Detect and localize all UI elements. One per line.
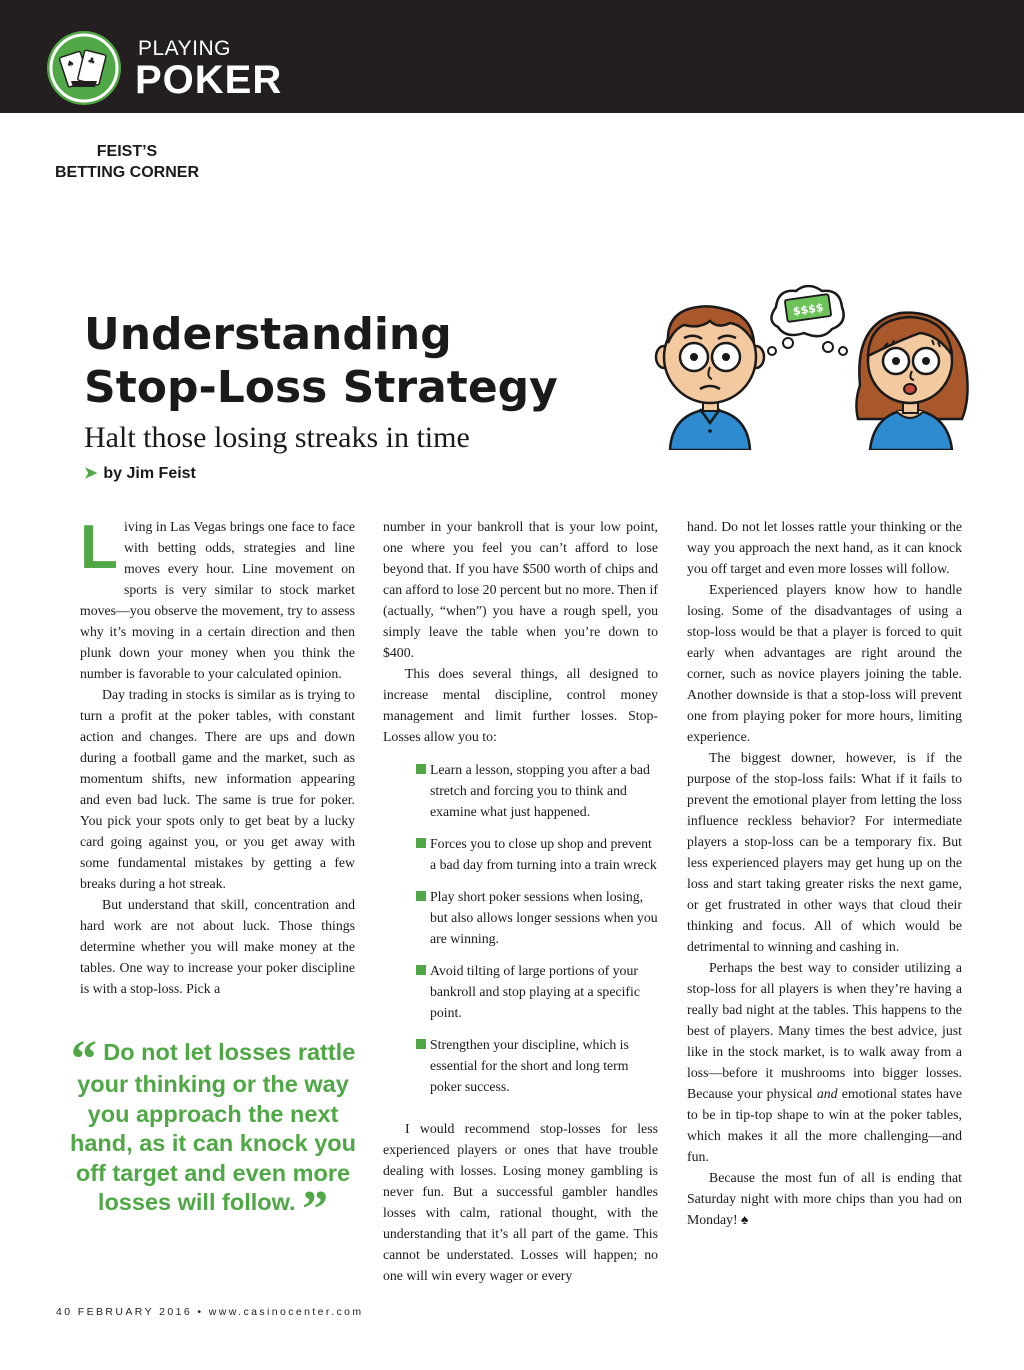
list-item [383,1034,658,1097]
list-item-text: Avoid tilting of large portions of your bankroll and stop playing at a specific point. [430,963,640,1020]
column-label [52,141,202,183]
money-thought-text: $$$$ [792,300,825,319]
list-item [383,886,658,949]
arrow-icon: ➤ [84,465,98,482]
paragraph: But understand that skill, concentration and hard work are not about luck. Those things determine whether you will make money at the tables. One way to increase your poker discipline is with a stop-loss. Pick a [80,897,355,996]
paragraph-text: Perhaps the best way to consider utilizing a stop-loss for all players is when they’re having a really bad night at the tables. This happens to the best of players. Many times the best advice, just like in the stock market, is to walk away from a loss—before it mushrooms into bigger losses. Because your physical [687,960,962,1101]
paragraph-text: Because the most fun of all is ending that Saturday night with more chips than you had on Monday! [687,1170,962,1227]
list-item-text: Learn a lesson, stopping you after a bad stretch and forcing you to think and examine what just happened. [430,762,650,819]
paragraph: This does several things, all designed to increase mental discipline, control money management and limit further losses. Stop-Losses allow you to: [383,666,658,744]
spade-end-mark-icon: ♠ [741,1212,749,1227]
svg-text:♣: ♣ [86,55,97,68]
article-column-1 [80,513,355,999]
byline-text: by Jim Feist [103,465,196,482]
paragraph: Day trading in stocks is similar as is trying to turn a profit at the poker tables, with constant action and changes. There are ups and down during a football game and the market, such as momentum shifts, new information appearing and even bad luck. The same is true for poker. You pick your spots only to get beat by a lucky card going against you, or you get away with some fundamental mistakes by getting a few breaks during a hot streak. [80,687,355,891]
close-quote-mark: ” [302,1181,329,1238]
paragraph: Experienced players know how to handle losing. Some of the disadvantages of using a stop-loss would be that a player is forced to quit early when advantages are right around the corner, such as novice players joining the table. Another downside is that a stop-loss will prevent one from playing poker for more hours, limiting experience. [687,582,962,744]
paragraph [687,957,962,1167]
pull-quote-text: Do not let losses rattle your thinking or the way you approach the next hand, as it can knock you off target and even more losses will follow. [70,1039,356,1215]
open-quote-mark: “ [70,1031,97,1088]
article-title-line2: Stop-Loss Strategy [84,362,558,413]
paragraph: iving in Las Vegas brings one face to face with betting odds, strategies and line moves every hour. Line movement on sports is very similar to stock market moves—you observe the movement, try to assess why it’s moving in a certain direction and then plunk down your money when you think the number is favorable to your calculated opinion. [80,519,355,681]
pull-quote [68,1031,358,1238]
article-title-line1: Understanding [84,309,452,360]
svg-text:♠: ♠ [65,58,77,71]
bullet-list [383,759,658,1097]
emphasis-text: and [816,1086,838,1101]
paragraph [687,1167,962,1230]
worried-couple-illustration [648,285,978,455]
list-item-text: Play short poker sessions when losing, but also allows longer sessions when you are winning. [430,889,658,946]
section-label-small: PLAYING [138,37,231,60]
header-bar [0,0,1024,113]
bullet-square-icon [416,838,426,848]
column-label-line2: BETTING CORNER [55,164,199,181]
bullet-square-icon [416,764,426,774]
section-label-large: POKER [135,58,283,102]
list-item [383,833,658,875]
paragraph: I would recommend stop-losses for less experienced players or ones that have trouble dealing with losses. Losing money gambling is never fun. But a successful gambler handles losses with calm, rational thought, with the understanding that it’s all part of the game. This cannot be understated. Losses will happen; no one will win every wager or every [383,1121,658,1283]
page-footer: 40 FEBRUARY 2016 • www.casinocenter.com [56,1306,364,1318]
list-item-text: Strengthen your discipline, which is essential for the short and long term poker success. [430,1037,629,1094]
paragraph: The biggest downer, however, is if the purpose of the stop-loss fails: What if it fails to prevent the emotional player from letting the loss influence reckless behavior? For intermediate players a stop-loss can be a temporary fix. But less experienced players may get hung up on the loss and start taking greater risks the next game, or get frustrated in other ways that cloud their thinking and focus. All of which would be detrimental to winning and cashing in. [687,750,962,954]
bullet-square-icon [416,965,426,975]
paragraph: hand. Do not let losses rattle your thinking or the way you approach the next hand, as it can knock you off target and even more losses will follow. [687,519,962,576]
article-subtitle: Halt those losing streaks in time [84,421,470,454]
column-label-line1: FEIST’S [96,143,158,160]
article-column-2 [383,516,658,1286]
paragraph: number in your bankroll that is your low point, one where you feel you can’t afford to lose beyond that. If you have $500 worth of chips and can afford to lose 20 percent but no more. Then if (actually, “when”) you have a rough spell, you simply leave the table when you’re down to $400. [383,519,658,660]
list-item-text: Forces you to close up shop and prevent a bad day from turning into a train wreck [430,836,657,872]
article-title [84,308,558,414]
bullet-square-icon [416,1039,426,1049]
bullet-square-icon [416,891,426,901]
drop-cap: L [80,513,118,582]
paragraph-text: emotional states have to be in tip-top shape to win at the poker tables, which makes it all the more challenging—and fun. [687,1086,962,1164]
byline [84,463,196,483]
list-item [383,960,658,1023]
list-item [383,759,658,822]
article-column-3 [687,516,962,1230]
poker-cards-logo-icon [47,31,121,105]
